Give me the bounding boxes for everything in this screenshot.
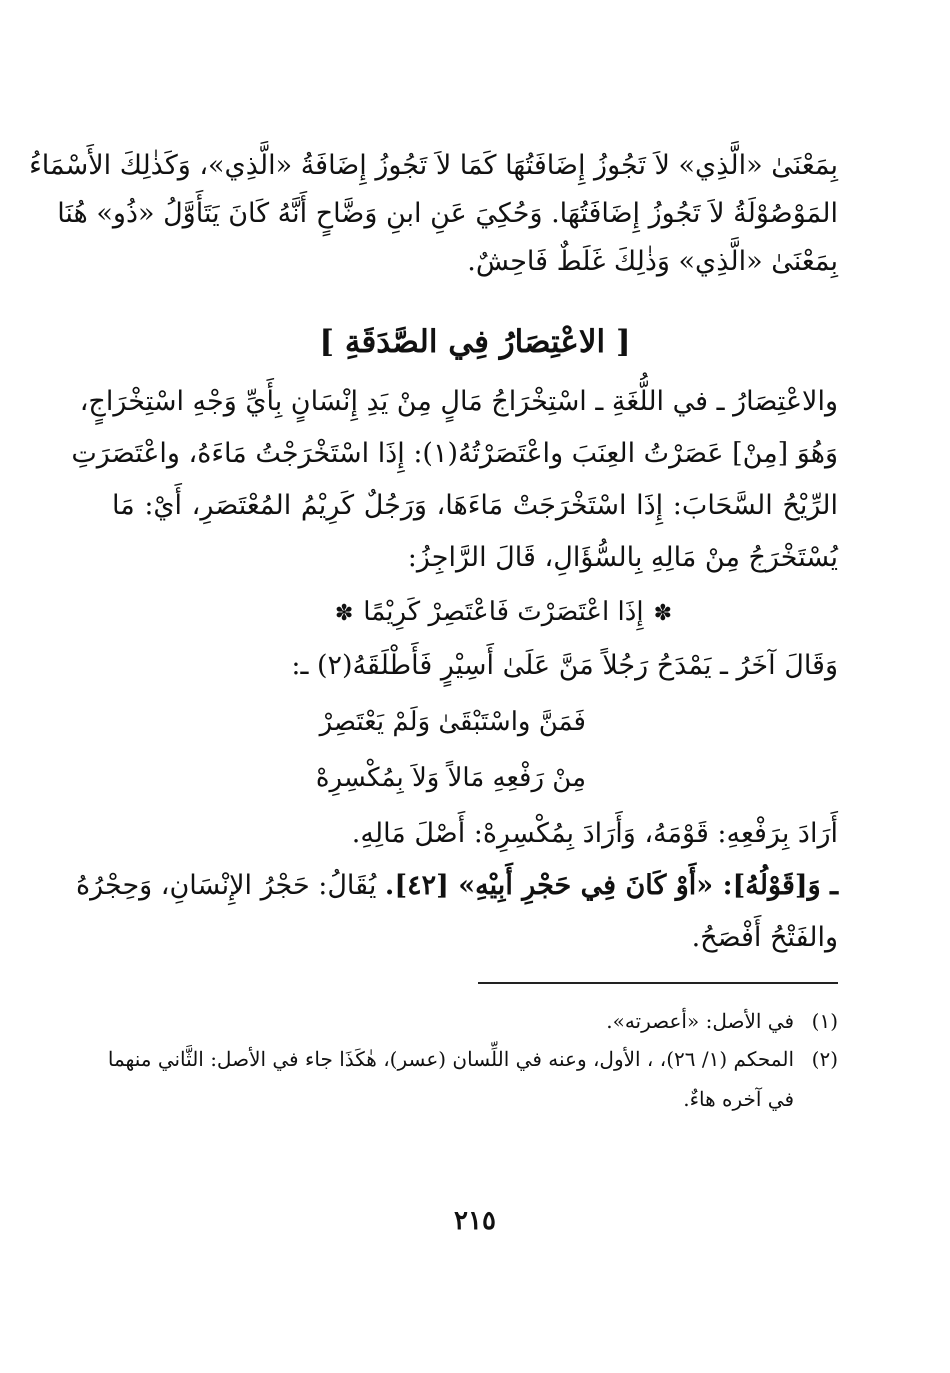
footnote-text: في الأصل: «أعصرته». [606,1009,794,1033]
text-line: وَهُوَ [مِنْ] عَصَرْتُ العِنَبَ واعْتَصَرْتُهُ(١): إِذَا اسْتَخْرَجْتُ مَاءَهُ، واعْتَصَرَتِ [71,438,838,469]
text-line [75,866,838,906]
footnote-1 [112,1004,838,1038]
text-line: أَرَادَ بِرَفْعِهِ: قَوْمَهُ، وَأَرَادَ بِمُكْسِرِهْ: أَصْلَ مَالِهِ. [351,818,838,849]
footnote-number: (٢) [811,1047,838,1071]
text-line: الرِّيْحُ السَّحَابَ: إِذَا اسْتَخْرَجَتْ مَاءَهَا، وَرَجُلٌ كَرِيْمُ المُعْتَصَرِ، أَيْ: مَا [112,490,838,521]
footnote-divider [478,982,838,984]
text-continuation: يُقَالُ: حَجْرُ الإِنْسَانِ، وَحِجْرُهُ [75,870,385,901]
text-line: بِمَعْنَىٰ «الَّذِي» لاَ تَجُوزُ إِضَافَتُهَا كَمَا لاَ تَجُوزُ إِضَافَةُ «الَّذِي»، وَكَذٰلِكَ الأَسْمَاءُ [29,150,838,181]
text-line: بِمَعْنَىٰ «الَّذِي» وَذٰلِكَ غَلَطٌ فَاحِشٌ. [467,246,838,277]
footnote-text: المحكم (١/ ٢٦)، ، الأول، وعنه في اللِّسان (عسر)، هٰكَذَا جاء في الأصل: الثَّاني منهما [107,1047,794,1071]
footnote-2-continuation: في آخره هاءٌ. [683,1087,794,1111]
quoted-phrase: ـ وَ[قَوْلُهُ]: «أَوْ كَانَ فِي حَجْرِ أَبِيْهِ» [٤٢]. [384,870,838,901]
text-line: وَقَالَ آخَرُ ـ يَمْدَحُ رَجُلاً مَنَّ عَلَىٰ أَسِيْرٍ فَأَطْلَقَهُ(٢) ـ: [291,650,838,681]
text-line: والفَتْحُ أَفْصَحُ. [691,922,838,953]
text-line: المَوْصُوْلَةُ لاَ تَجُوزُ إِضَافَتُهَا. وَحُكِيَ عَنِ ابنِ وَضَّاحٍ أَنَّهُ كَانَ يَتَأَوَّلُ «ذُو» هُنَا [57,198,838,229]
text-line: والاعْتِصَارُ ـ في اللُّغَةِ ـ اسْتِخْرَاجُ مَالٍ مِنْ يَدِ إِنْسَانٍ بِأَيِّ وَجْهِ اسْتِخْرَاجٍ، [79,386,838,417]
text-line: يُسْتَخْرَجُ مِنْ مَالِهِ بِالسُّؤَالِ، قَالَ الرَّاجِزُ: [407,542,838,573]
verse-line [325,592,682,634]
verse-text: إِذَا اعْتَصَرْتَ فَاعْتَصِرْ كَرِيْمًا [363,597,644,627]
footnote-2 [107,1042,838,1076]
star-ornament: ✽ [653,601,672,626]
verse-line: مِنْ رَفْعِهِ مَالاً وَلاَ بِمُكْسِرِهْ [315,763,586,793]
footnote-number: (١) [811,1009,838,1033]
section-heading: [ الاعْتِصَارُ فِي الصَّدَقَةِ ] [319,324,631,360]
verse-line: فَمَنَّ واسْتَبْقَىٰ وَلَمْ يَعْتَصِرْ [319,707,586,737]
page-number: ٢١٥ [454,1206,496,1236]
star-ornament: ✽ [334,601,354,626]
